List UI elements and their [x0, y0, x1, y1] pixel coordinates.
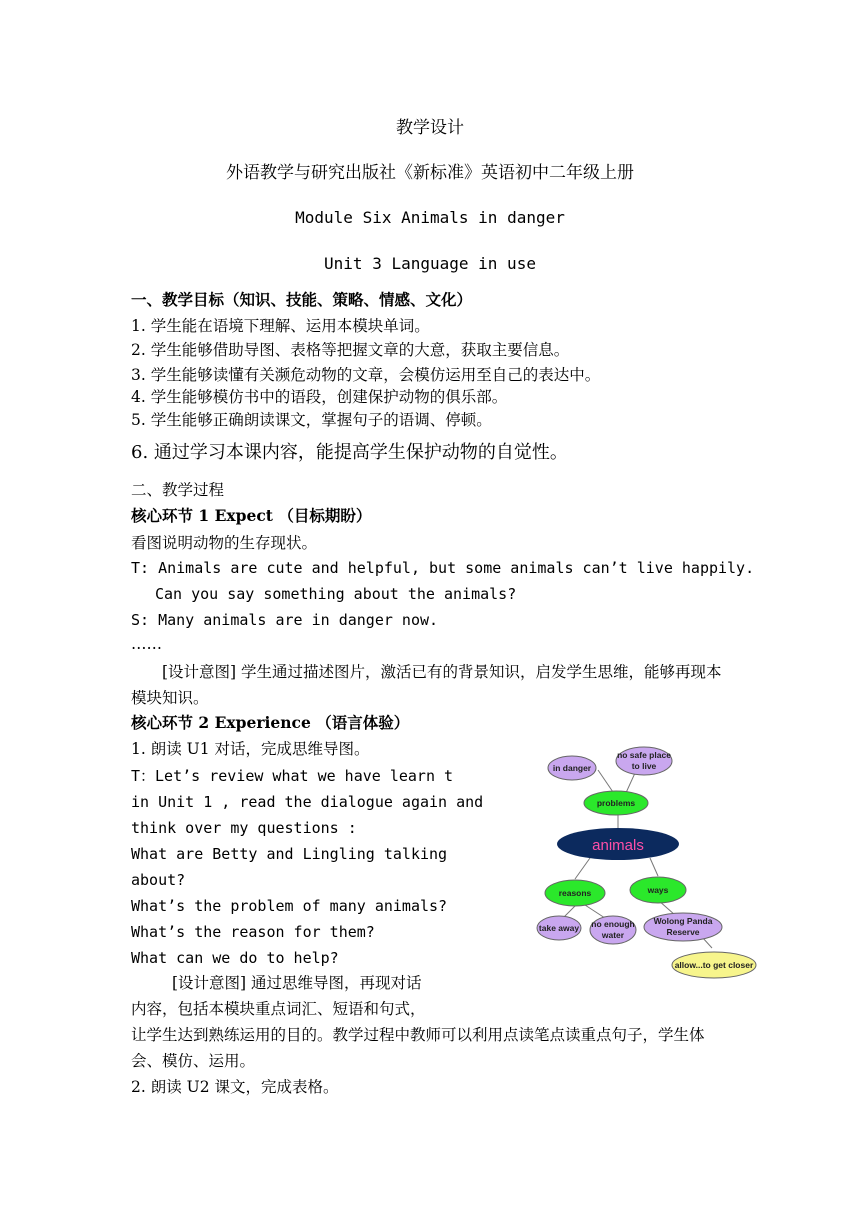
svg-text:allow...to get closer: allow...to get closer — [674, 960, 754, 970]
publisher-line: 外语教学与研究出版社《新标准》英语初中二年级上册 — [226, 163, 634, 183]
node-animals — [557, 828, 679, 860]
node-in-danger — [548, 756, 596, 780]
section2-heading: 二、教学过程 — [131, 481, 225, 499]
node-no-safe-place — [616, 747, 672, 775]
section1-heading: 一、教学目标（知识、技能、策略、情感、文化） — [131, 290, 473, 309]
step2-line-3: think over my questions : — [131, 819, 357, 837]
step2-design-line-2: 内容，包括本模块重点词汇、短语和句式， — [131, 1000, 426, 1018]
student-line: S: Many animals are in danger now. — [131, 611, 439, 629]
step2-line-5: about? — [131, 871, 186, 889]
svg-text:no safe place: no safe place — [617, 750, 671, 760]
svg-text:no enough: no enough — [591, 919, 635, 929]
svg-text:Reserve: Reserve — [666, 927, 700, 937]
ellipsis: …… — [131, 635, 162, 653]
teacher-line-1: T: Animals are cute and helpful, but some animals can’t live happily. — [131, 559, 755, 577]
unit-line: Unit 3 Language in use — [324, 254, 536, 273]
svg-text:in danger: in danger — [552, 763, 592, 773]
step2-line-4: What are Betty and Lingling talking — [131, 845, 448, 863]
mind-map — [530, 740, 760, 985]
svg-text:Wolong Panda: Wolong Panda — [653, 916, 713, 926]
svg-text:problems: problems — [596, 798, 636, 808]
node-ways — [630, 877, 686, 903]
node-reasons — [545, 880, 605, 906]
step2-heading: 核心环节 2 Experience （语言体验） — [131, 713, 410, 732]
step2-design-line-1: [设计意图] 通过思维导图，再现对话 — [172, 974, 422, 992]
node-problems — [584, 791, 648, 815]
objective-5: 5. 学生能够正确朗读课文，掌握句子的语调、停顿。 — [131, 411, 492, 429]
module-line: Module Six Animals in danger — [295, 208, 565, 227]
step2-line-7: What’s the reason for them? — [131, 923, 375, 941]
objective-1: 1. 学生能在语境下理解、运用本模块单词。 — [131, 317, 430, 335]
node-allow-closer — [672, 952, 756, 978]
step1-design-intent: [设计意图] 学生通过描述图片，激活已有的背景知识，启发学生思维，能够再现本模块知识。 — [131, 663, 722, 707]
step2-item-2: 2. 朗读 U2 课文，完成表格。 — [131, 1078, 339, 1096]
step2-line-2: in Unit 1 , read the dialogue again and — [131, 793, 484, 811]
document-title: 教学设计 — [396, 118, 464, 138]
svg-text:take away: take away — [538, 923, 580, 933]
objective-4: 4. 学生能够模仿书中的语段，创建保护动物的俱乐部。 — [131, 388, 508, 406]
objective-3: 3. 学生能够读懂有关濒危动物的文章，会模仿运用至自己的表达中。 — [131, 366, 601, 384]
svg-text:water: water — [601, 930, 625, 940]
node-take-away — [537, 916, 581, 940]
step2-line-6: What’s the problem of many animals? — [131, 897, 448, 915]
objective-6: 6. 通过学习本课内容，能提高学生保护动物的自觉性。 — [131, 442, 568, 463]
svg-text:reasons: reasons — [558, 888, 592, 898]
step1-intro: 看图说明动物的生存现状。 — [131, 534, 318, 552]
node-no-enough-water — [590, 916, 636, 944]
objective-2: 2. 学生能够借助导图、表格等把握文章的大意，获取主要信息。 — [131, 341, 570, 359]
step2-design-rest: 让学生达到熟练运用的目的。教学过程中教师可以利用点读笔点读重点句子，学生体会、模仿、运用。 — [131, 1026, 705, 1070]
step2-line-8: What can we do to help? — [131, 949, 339, 967]
step2-item-1: 1. 朗读 U1 对话，完成思维导图。 — [131, 740, 370, 758]
svg-text:animals: animals — [592, 837, 644, 854]
step2-line-1: T：Let’s review what we have learn t — [131, 767, 454, 785]
node-wolong-panda-reserve — [644, 913, 722, 941]
svg-text:to live: to live — [631, 761, 657, 771]
step1-heading: 核心环节 1 Expect （目标期盼） — [131, 506, 372, 525]
svg-text:ways: ways — [647, 885, 669, 895]
teacher-line-2: Can you say something about the animals? — [155, 585, 517, 603]
